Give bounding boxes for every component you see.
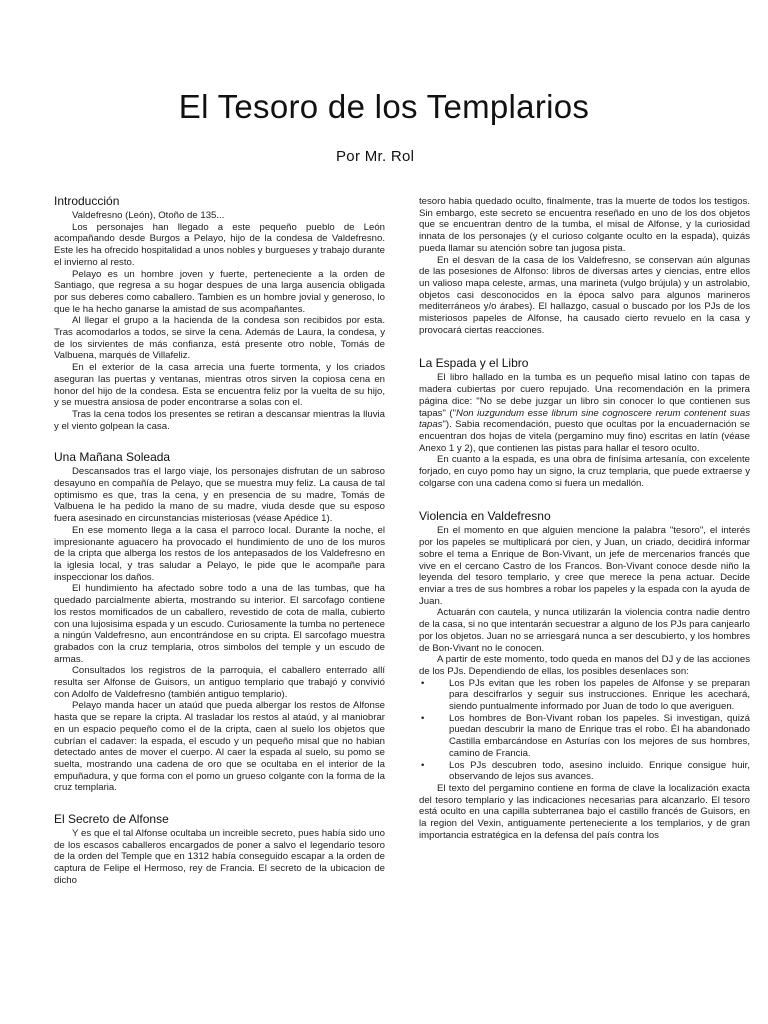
section-heading-violencia: Violencia en Valdefresno	[419, 509, 551, 524]
right-column	[419, 196, 750, 841]
paragraph: En cuanto a la espada, es una obra de finísima artesanía, con excelente forjado, en cuyo pomo hay un signo, la cruz templaria, que puede extraerse y colgarse con una cadena como si fuera un medallón.	[419, 454, 750, 489]
paragraph	[419, 372, 750, 454]
section-heading-secreto-alfonse: El Secreto de Alfonse	[54, 812, 169, 827]
paragraph: Al llegar el grupo a la hacienda de la condesa son recibidos por esta. Tras acomodarlos a todos, se sirve la cena. Además de Laura, la condesa, y de los sirvientes de más confianza, está presente otro noble, Tomás de Valbuena, marqués de Villafeliz.	[54, 315, 385, 362]
paragraph-text: El libro hallado en la tumba es un pequeño misal latino con tapas de madera cubiertas por cuero repujado. Una recomendación en la primera página dice: "No se debe juzgar un libro sin conocer lo que contienen sus tapas" ("	[419, 372, 750, 419]
paragraph: En el desvan de la casa de los Valdefresno, se conservan aún algunas de las posesiones de Alfonso: libros de diversas artes y ciencias, entre ellos un valioso mapa celeste, armas, una marineta (vulgo brújula) y un astrolabio, objetos casi desconocidos en la época salvo para algunos marineros mediterráneos y/o árabes). El hallazgo, casual o buscado por los PJs de los misteriosos papeles de Alfonse, ha causado cierto revuelo en la casa y provocará ciertas reacciones.	[419, 254, 750, 336]
paragraph: Y es que el tal Alfonse ocultaba un increible secreto, pues había sido uno de los escasos caballeros encargados de poner a salvo el legendario tesoro de la orden del Temple que en 1312 había conseguido escapar a la orden de captura de Felipe el Hermoso, rey de Francia. El secreto de la ubicacion de dicho	[54, 828, 385, 886]
section-heading-introduccion: Introducción	[54, 194, 120, 208]
paragraph: Pelayo manda hacer un ataúd que pueda albergar los restos de Alfonse hasta que se repare la cripta. Al trasladar los restos al ataúd, y al maniobrar en un espacio pequeño como el de la cripta, caen al suelo los objetos que cubrían el cadaver: la espada, el escudo y un pequeño misal que no habian detectado antes de mover el cuerpo. Al caer la espada al suelo, su pomo se suelta, mostrando una cadena de oro que se ocultaba en el interior de la empuñadura, y que forma con el pomo un grueso colgante con la forma de la cruz templaria.	[54, 700, 385, 794]
paragraph: Descansados tras el largo viaje, los personajes disfrutan de un sabroso desayuno en compañía de Pelayo, que se muestra muy feliz. La causa de tal optimismo es que, tras la cena, y en presencia de su madre, Tomás de Valbuena le ha pedido la mano de su madre, viuda desde que su esposo fuera asesinado en circunstancias misteriosas (véase Apédice 1).	[54, 466, 385, 525]
latin-quote: Non iuzgundum esse librum sine cognoscere rerum contenent suas tapas	[419, 407, 750, 431]
section-heading-manana-soleada: Una Mañana Soleada	[54, 450, 171, 465]
paragraph: En el exterior de la casa arrecia una fuerte tormenta, y los criados aseguran las puertas y ventanas, mientras otros sirven la copiosa cena en honor del hijo de la condesa. Esta se encuentra feliz por la vuelta de su hijo, y se muestra ansiosa de poder encontrarse a solas con el.	[54, 362, 385, 409]
paragraph-text: "). Sabia recomendación, puesto que ocultas por la encuadernación se encuentran dos hojas de vitela (pergamino muy fino) escritas en latín (véase Anexo 1 y 2), que contienen las pistas para hallar el tesoro oculto.	[419, 419, 750, 454]
paragraph: El texto del pergamino contiene en forma de clave la localización exacta del tesoro templario y las indicaciones necesarias para alcanzarlo. El tesoro está oculto en una capilla subterranea bajo el castillo francés de Guisors, en la region del Vexin, antiguamente perteneciente a los templarios, y de gran importancia estratégica en la defensa del país contra los	[419, 782, 750, 841]
section-heading-espada-libro: La Espada y el Libro	[419, 356, 529, 371]
paragraph: El hundimiento ha afectado sobre todo a una de las tumbas, que ha quedado parcialmente abierta, mostrando su interior. El sarcofago contiene los restos momificados de un caballero, revestido de cota de malla, cubierto con una lujosisima espada y un escudo. Curiosamente la tumba no pertenece a ningún Valdefresno, aun encontrándose en su cripta. El sarcofago muestra grabados con la cruz templaria, otros simbolos del temple y un escudo de armas.	[54, 583, 385, 665]
list-item: • Los PJs evitan que les roben los papeles de Alfonse y se preparan para descifrarlos y seguir sus instrucciones. Enrique les acechará, siendo puntualmente informado por Juan de todo lo que averiguen.	[449, 678, 750, 713]
paragraph: Consultados los registros de la parroquia, el caballero enterrado allí resulta ser Alfonse de Guisors, un antiguo templario que trabajó y convivió con Adolfo de Valdefresno (también antiguo templario).	[54, 665, 385, 700]
paragraph: Valdefresno (León), Otoño de 135...	[72, 210, 225, 221]
paragraph: En el momento en que alguien mencione la palabra "tesoro", el interés por los papeles se multiplicará por cien, y Juan, un criado, decidirá informar sobre el tema a Enrique de Bon-Vivant, un jefe de mercenarios francés que vive en el cercano Castro de los Francos. Bon-Vivant conoce desde niño la leyenda del tesoro templario, y cree que merece la pena actuar. Decide enviar a tres de sus hombres a robar los papeles y la espada con la ayuda de Juan.	[419, 525, 750, 607]
paragraph: A partir de este momento, todo queda en manos del DJ y de las acciones de los PJs. Dependiendo de ellas, los posibles desenlaces son:	[419, 654, 750, 677]
left-column	[54, 194, 385, 887]
document-author: Por Mr. Rol	[336, 148, 415, 165]
list-item: • Los PJs descubren todo, asesino incluido. Enrique consigue huir, observando de lejos sus avances.	[449, 760, 750, 783]
paragraph: Pelayo es un hombre joven y fuerte, perteneciente a la orden de Santiago, que regresa a su hogar despues de una larga ausencia obligada por sus deberes como caballero. Tambien es un hombre jovial y generoso, lo que le ha hecho ganarse la amistad de sus acompañantes.	[54, 268, 385, 315]
paragraph: En ese momento llega a la casa el parroco local. Durante la noche, el impresionante aguacero ha provocado el hundimiento de uno de los muros de la cripta que alberga los restos de los antepasados de los Valdefresno en la iglesia local, y tras saludar a Pelayo, le pide que le acompañe para inspeccionar los daños.	[54, 524, 385, 583]
paragraph: Los personajes han llegado a este pequeño pueblo de León acompañando desde Burgos a Pelayo, hijo de la condesa de Valdefresno. Este les ha ofrecido hospitalidad a unos nobles y burgueses y trabajo durante el invierno al resto.	[54, 221, 385, 268]
paragraph: Actuarán con cautela, y nunca utilizarán la violencia contra nadie dentro de la casa, si no que intentarán secuestrar a alguno de los PJs para canjearlo por los objetos. Juan no se arriesgará nunca a ser descubierto, y los hombres de Bon-Vivant no le conocen.	[419, 607, 750, 654]
paragraph: Tras la cena todos los presentes se retiran a descansar mientras la lluvia y el viento golpean la casa.	[54, 408, 385, 432]
paragraph: tesoro habia quedado oculto, finalmente, tras la muerte de todos los testigos. Sin embargo, este secreto se encuentra reseñado en uno de los dos objetos que se encuentran dentro de la tumba, el misal de Alfonse, y la curiosidad innata de los personajes (y el curioso colgante oculto en la espada), quizás pueda llamar su atención sobre tan jugosa pista.	[419, 196, 750, 254]
document-title: El Tesoro de los Templarios	[178, 88, 590, 125]
outcome-list	[419, 678, 750, 783]
list-item: • Los hombres de Bon-Vivant roban los papeles. Si investigan, quizá puedan descubrir la mano de Enrique tras el robo. Él ha abandonado Castilla embarcándose en Asturías con los mejores de sus hombres, camino de Francia.	[449, 713, 750, 760]
